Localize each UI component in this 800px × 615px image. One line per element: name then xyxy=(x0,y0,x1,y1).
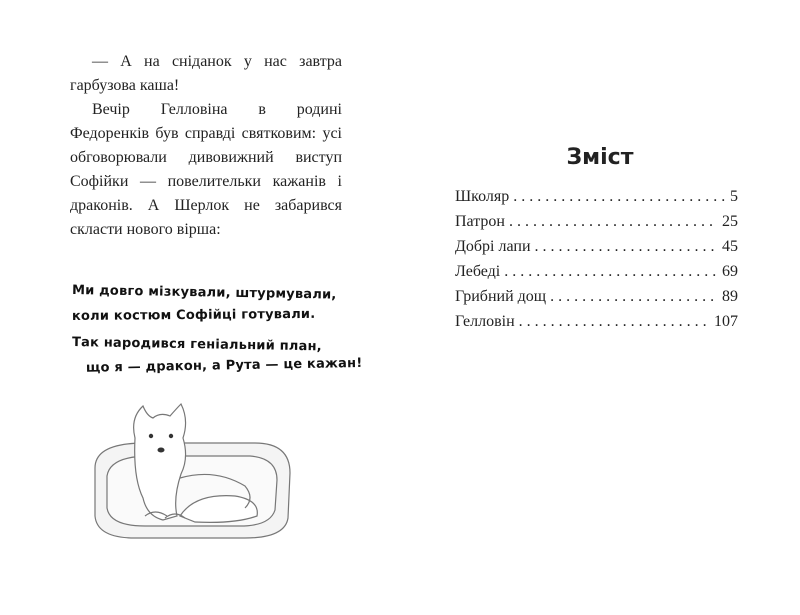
table-of-contents xyxy=(455,188,738,338)
toc-entry-title: Добрі лапи xyxy=(455,238,531,255)
toc-entry-page: 25 xyxy=(722,213,738,230)
right-page xyxy=(400,0,800,615)
story-text xyxy=(70,50,342,242)
toc-entry[interactable] xyxy=(455,188,738,213)
toc-title-text: Зміст xyxy=(566,145,634,170)
toc-entry-page: 45 xyxy=(722,238,738,255)
handwritten-poem xyxy=(72,278,362,382)
toc-entry-page: 69 xyxy=(722,263,738,280)
poem-line: що я — дракон, а Рута — це кажан! xyxy=(85,355,363,376)
toc-entry[interactable] xyxy=(455,263,738,288)
toc-leader xyxy=(509,213,718,231)
toc-entry-title: Патрон xyxy=(455,213,505,230)
toc-leader xyxy=(535,238,719,256)
paragraph: — А на сніданок у нас завтра гарбузова каша! xyxy=(70,53,342,94)
toc-entry-page: 5 xyxy=(730,188,738,205)
paragraph: Вечір Гелловіна в родині Федоренків був справді святковим: усі обговорювали дивовижний виступ Софійки — повелительки кажанів і драконів. А Шерлок не забарився скласти нового вірша: xyxy=(70,101,342,238)
toc-entry-title: Гелловін xyxy=(455,313,515,330)
poem-line: коли костюм Софійці готували. xyxy=(71,306,316,324)
toc-leader xyxy=(504,263,718,281)
toc-leader xyxy=(550,288,718,306)
dog-in-bed-illustration xyxy=(85,398,305,548)
toc-entry-page: 89 xyxy=(722,288,738,305)
toc-entry-title: Школяр xyxy=(455,188,510,205)
toc-entry-page: 107 xyxy=(714,313,738,330)
toc-entry-title: Грибний дощ xyxy=(455,288,547,305)
toc-leader xyxy=(513,188,726,206)
poem-line: Так народився геніальний план, xyxy=(71,335,322,355)
toc-entry-title: Лебеді xyxy=(455,263,501,280)
toc-entry[interactable] xyxy=(455,213,738,238)
toc-entry[interactable] xyxy=(455,288,738,313)
toc-entry[interactable] xyxy=(455,238,738,263)
poem-line: Ми довго мізкували, штурмували, xyxy=(71,283,337,303)
toc-entry[interactable] xyxy=(455,313,738,338)
toc-leader xyxy=(519,313,710,331)
